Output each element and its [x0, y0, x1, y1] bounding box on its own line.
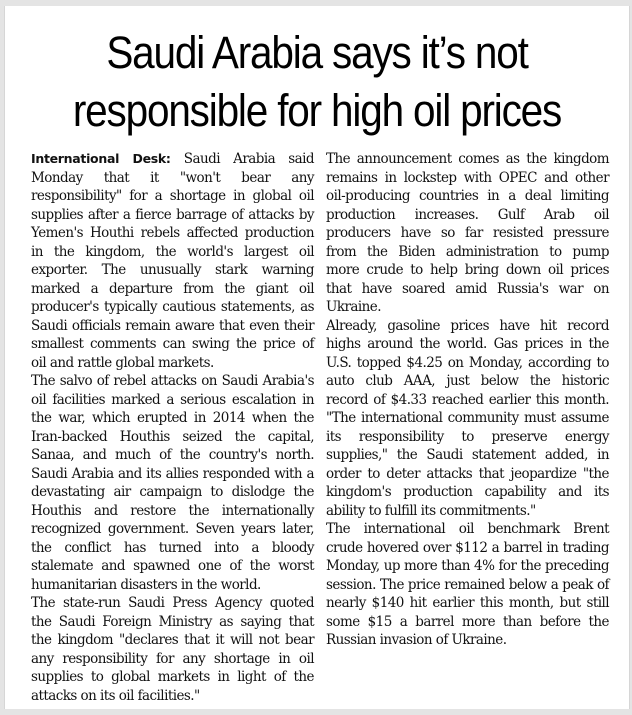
article-paragraph-5: Already, gasoline prices have hit record highs around the world. Gas prices in the U.S. topped $4.25 on Monday, according to auto club AAA, just below the historic record of $4.33 reached earlier this month. "The international community must assume its responsibility to preserve energy supplies," the Saudi statement added, in order to deter attacks that jeopardize "the kingdom's production capability and its ability to fulfill its commitments.": [326, 317, 609, 519]
headline: [36, 6, 598, 140]
headline-line-2: responsible for high oil prices: [72, 85, 562, 136]
paragraph-1-text: Saudi Arabia said Monday that it "won't bear any responsibility" for a shortage in global oil supplies after a fierce barrage of attacks by Yemen's Houthi rebels affected production in the kingdom, the world's largest oil exporter. The unusually stark warning marked a departure from the giant oil producer's typically cautious statements, as Saudi officials remain aware that even their smallest comments can swing the price of oil and rattle global markets.: [31, 151, 314, 371]
article-paragraph-2: The salvo of rebel attacks on Saudi Arabia's oil facilities marked a serious escalation in the war, which erupted in 2014 when the Iran-backed Houthis seized the capital, Sanaa, and much of the country's north. Saudi Arabia and its allies responded with a devastating air campaign to dislodge the Houthis and restore the internationally recognized government. Seven years later, the conflict has turned into a bloody stalemate and spawned one of the worst humanitarian disasters in the world.: [31, 373, 314, 593]
article-paragraph-6: The international oil benchmark Brent crude hovered over $112 a barrel in trading Monday, up more than 4% for the preceding session. The price remained below a peak of nearly $140 hit earlier this month, but still some $15 a barrel more than before the Russian invasion of Ukraine.: [326, 521, 609, 648]
dateline: International Desk:: [31, 151, 171, 166]
article-paragraph-4: The announcement comes as the kingdom remains in lockstep with OPEC and other oil-producing countries in a deal limiting production increases. Gulf Arab oil producers have so far resisted pressure from the Biden administration to pump more crude to help bring down oil prices that have soared amid Russia's war on Ukraine.: [326, 151, 609, 315]
article-body: [31, 150, 609, 705]
article-paragraph-1: [31, 150, 314, 372]
newspaper-clipping: [4, 6, 630, 709]
article-paragraph-3: The state-run Saudi Press Agency quoted the Saudi Foreign Ministry as saying that the kingdom "declares that it will not bear any responsibility for any shortage in oil supplies to global markets in light of the attacks on its oil facilities.": [31, 595, 314, 704]
headline-line-1: Saudi Arabia says it’s not: [106, 27, 528, 78]
